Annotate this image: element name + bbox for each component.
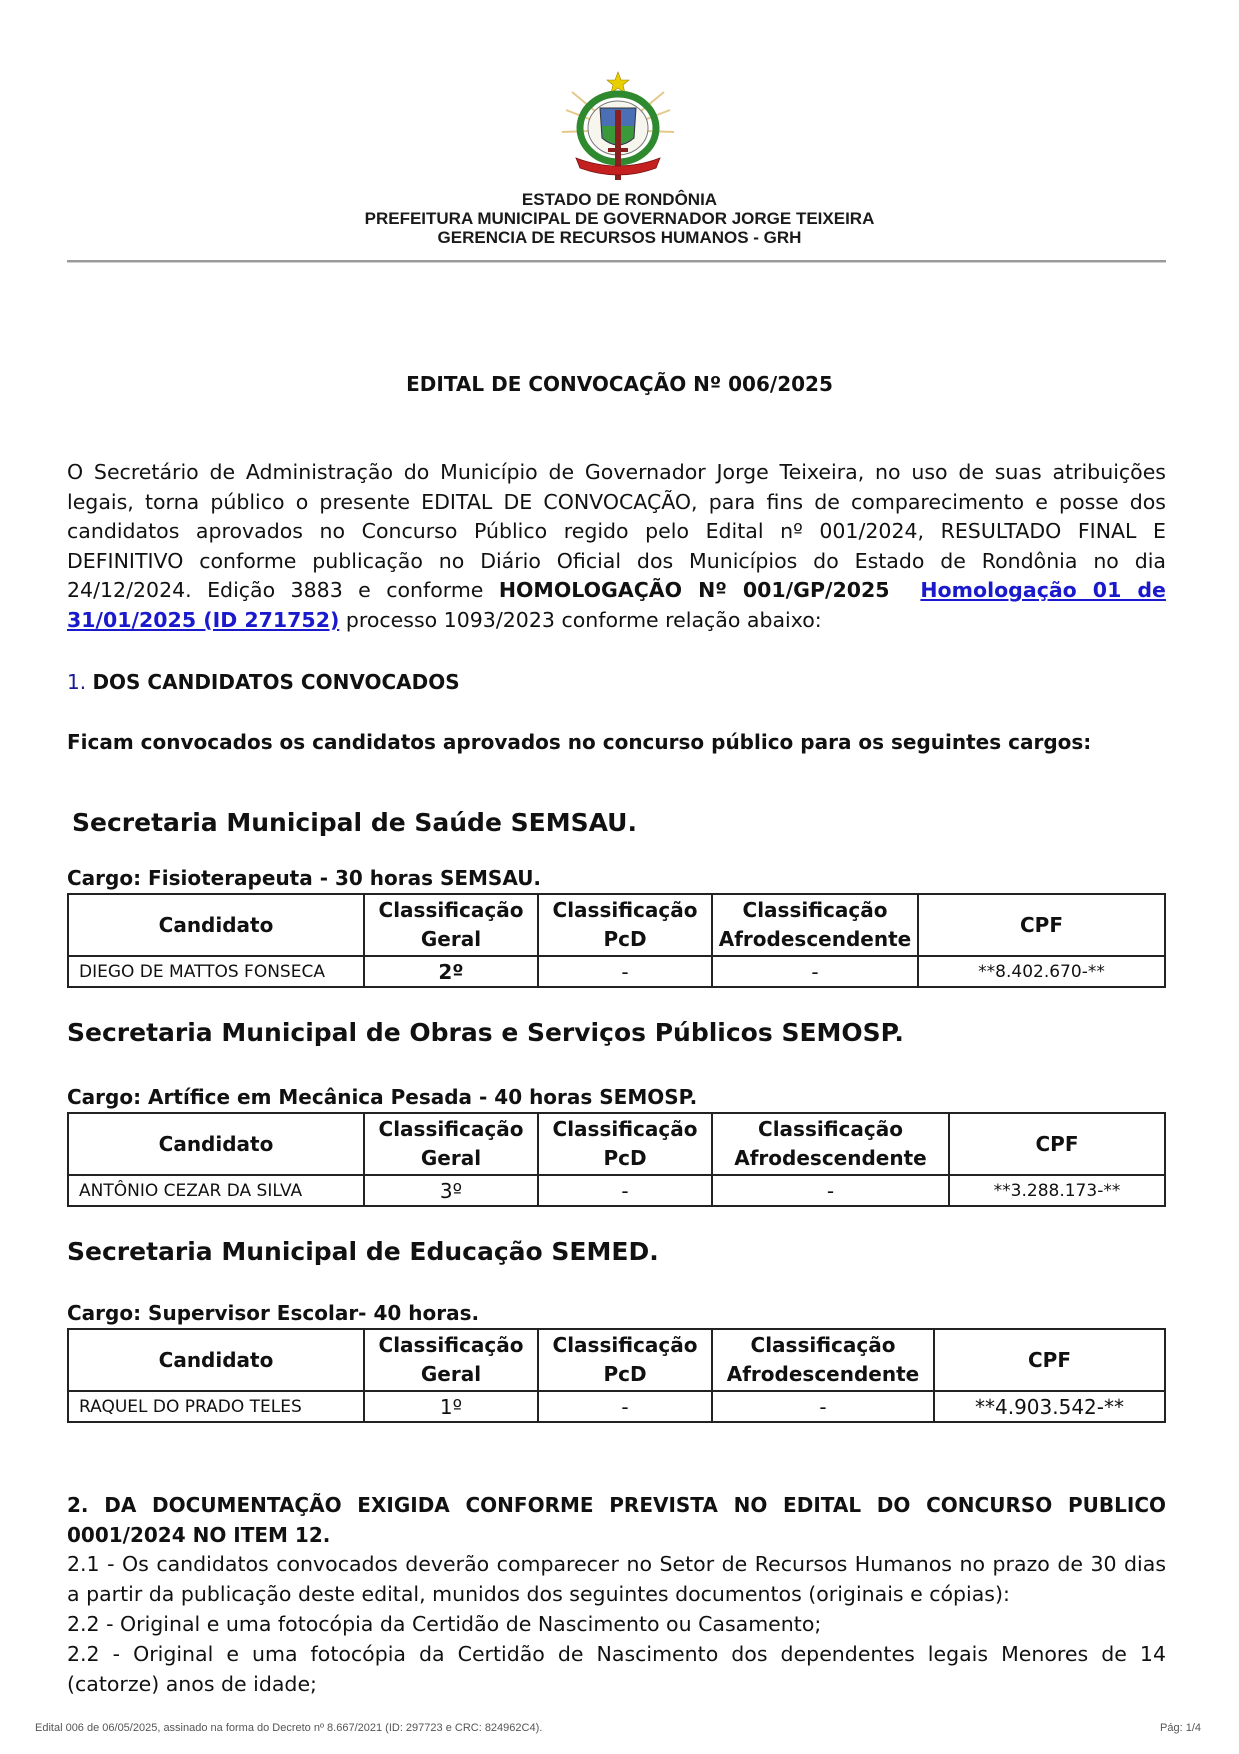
col-candidato: Candidato bbox=[68, 894, 364, 956]
col-candidato: Candidato bbox=[68, 1329, 364, 1391]
table-header-row bbox=[68, 1329, 1165, 1391]
header-divider bbox=[67, 260, 1166, 262]
candidate-name: RAQUEL DO PRADO TELES bbox=[68, 1391, 364, 1422]
col-cpf: CPF bbox=[918, 894, 1165, 956]
section-1-label: DOS CANDIDATOS CONVOCADOS bbox=[92, 670, 460, 694]
table-row bbox=[68, 1391, 1165, 1422]
table-row bbox=[68, 956, 1165, 987]
document-item: 2.1 - Os candidatos convocados deverão comparecer no Setor de Recursos Humanos no prazo de 30 dias a partir da publicação deste edital, munidos dos seguintes documentos (originais e cópias): bbox=[67, 1552, 1166, 1606]
section-2-heading: 2. DA DOCUMENTAÇÃO EXIGIDA CONFORME PREVISTA NO EDITAL DO CONCURSO PUBLICO 0001/2024 NO ITEM 12. bbox=[67, 1493, 1166, 1547]
department-name: Secretaria Municipal de Saúde SEMSAU. bbox=[72, 808, 637, 837]
col-candidato: Candidato bbox=[68, 1113, 364, 1175]
table-header-row bbox=[68, 894, 1165, 956]
rank-afro: - bbox=[712, 1391, 934, 1422]
municipal-coat-of-arms-icon bbox=[558, 70, 678, 188]
col-classificacao-geral: Classificação Geral bbox=[364, 894, 538, 956]
header-state: ESTADO DE RONDÔNIA bbox=[521, 190, 718, 209]
signature-footer: Edital 006 de 06/05/2025, assinado na forma do Decreto nº 8.667/2021 (ID: 297723 e CRC: 824962C4). bbox=[35, 1722, 543, 1734]
col-classificacao-pcd: Classificação PcD bbox=[538, 1113, 712, 1175]
col-classificacao-pcd: Classificação PcD bbox=[538, 1329, 712, 1391]
header-prefecture: PREFEITURA MUNICIPAL DE GOVERNADOR JORGE TEIXEIRA bbox=[364, 209, 875, 228]
col-cpf: CPF bbox=[949, 1113, 1165, 1175]
col-classificacao-afro: Classificação Afrodescendente bbox=[712, 1329, 934, 1391]
section-1-intro: Ficam convocados os candidatos aprovados no concurso público para os seguintes cargos: bbox=[67, 730, 1092, 754]
rank-general: 3º bbox=[364, 1175, 538, 1206]
col-classificacao-geral: Classificação Geral bbox=[364, 1113, 538, 1175]
candidate-cpf: **8.402.670-** bbox=[918, 956, 1165, 987]
cargo-title: Cargo: Fisioterapeuta - 30 horas SEMSAU. bbox=[67, 866, 542, 890]
rank-general: 1º bbox=[364, 1391, 538, 1422]
candidates-table bbox=[67, 1112, 1166, 1207]
rank-afro: - bbox=[712, 1175, 949, 1206]
section-1-heading bbox=[67, 670, 460, 694]
col-classificacao-afro: Classificação Afrodescendente bbox=[712, 894, 918, 956]
col-classificacao-afro: Classificação Afrodescendente bbox=[712, 1113, 949, 1175]
rank-afro: - bbox=[712, 956, 918, 987]
rank-pcd: - bbox=[538, 1391, 712, 1422]
col-classificacao-pcd: Classificação PcD bbox=[538, 894, 712, 956]
intro-text-after: processo 1093/2023 conforme relação abaixo: bbox=[339, 607, 822, 632]
candidates-table bbox=[67, 1328, 1166, 1423]
col-classificacao-geral: Classificação Geral bbox=[364, 1329, 538, 1391]
document-title: EDITAL DE CONVOCAÇÃO Nº 006/2025 bbox=[406, 372, 833, 396]
document-item: 2.2 - Original e uma fotocópia da Certidão de Nascimento ou Casamento; bbox=[67, 1612, 822, 1636]
section-1-number: 1. bbox=[67, 670, 87, 694]
candidates-table bbox=[67, 893, 1166, 988]
department-name: Secretaria Municipal de Obras e Serviços Públicos SEMOSP. bbox=[67, 1018, 904, 1047]
col-cpf: CPF bbox=[934, 1329, 1165, 1391]
candidate-name: ANTÔNIO CEZAR DA SILVA bbox=[68, 1175, 364, 1206]
cargo-title: Cargo: Supervisor Escolar- 40 horas. bbox=[67, 1301, 480, 1325]
page-number: Pág: 1/4 bbox=[1160, 1722, 1201, 1734]
table-header-row bbox=[68, 1113, 1165, 1175]
candidate-cpf: **3.288.173-** bbox=[949, 1175, 1165, 1206]
rank-general: 2º bbox=[364, 956, 538, 987]
intro-paragraph bbox=[67, 458, 1166, 635]
homologation-number: HOMOLOGAÇÃO Nº 001/GP/2025 bbox=[498, 578, 890, 602]
homologation-link[interactable]: Homologação 01 de 31/01/2025 (ID 271752) bbox=[67, 578, 1166, 632]
header-department: GERENCIA DE RECURSOS HUMANOS - GRH bbox=[437, 228, 802, 247]
department-name: Secretaria Municipal de Educação SEMED. bbox=[67, 1237, 659, 1266]
table-row bbox=[68, 1175, 1165, 1206]
rank-pcd: - bbox=[538, 1175, 712, 1206]
candidate-name: DIEGO DE MATTOS FONSECA bbox=[68, 956, 364, 987]
candidate-cpf: **4.903.542-** bbox=[934, 1391, 1165, 1422]
rank-pcd: - bbox=[538, 956, 712, 987]
document-item: 2.2 - Original e uma fotocópia da Certidão de Nascimento dos dependentes legais Menores de 14 (catorze) anos de idade; bbox=[67, 1642, 1166, 1696]
intro-text-before: O Secretário de Administração do Município de Governador Jorge Teixeira, no uso de suas atribuições legais, torna público o presente EDITAL DE CONVOCAÇÃO, para fins de comparecimento e posse dos candidatos aprovados no Concurso Público regido pelo Edital nº 001/2024, RESULTADO FINAL E DEFINITIVO conforme publicação no Diário Oficial dos Municípios do Estado de Rondônia no dia 24/12/2024. Edição 3883 e conforme bbox=[67, 460, 1166, 602]
cargo-title: Cargo: Artífice em Mecânica Pesada - 40 horas SEMOSP. bbox=[67, 1085, 698, 1109]
